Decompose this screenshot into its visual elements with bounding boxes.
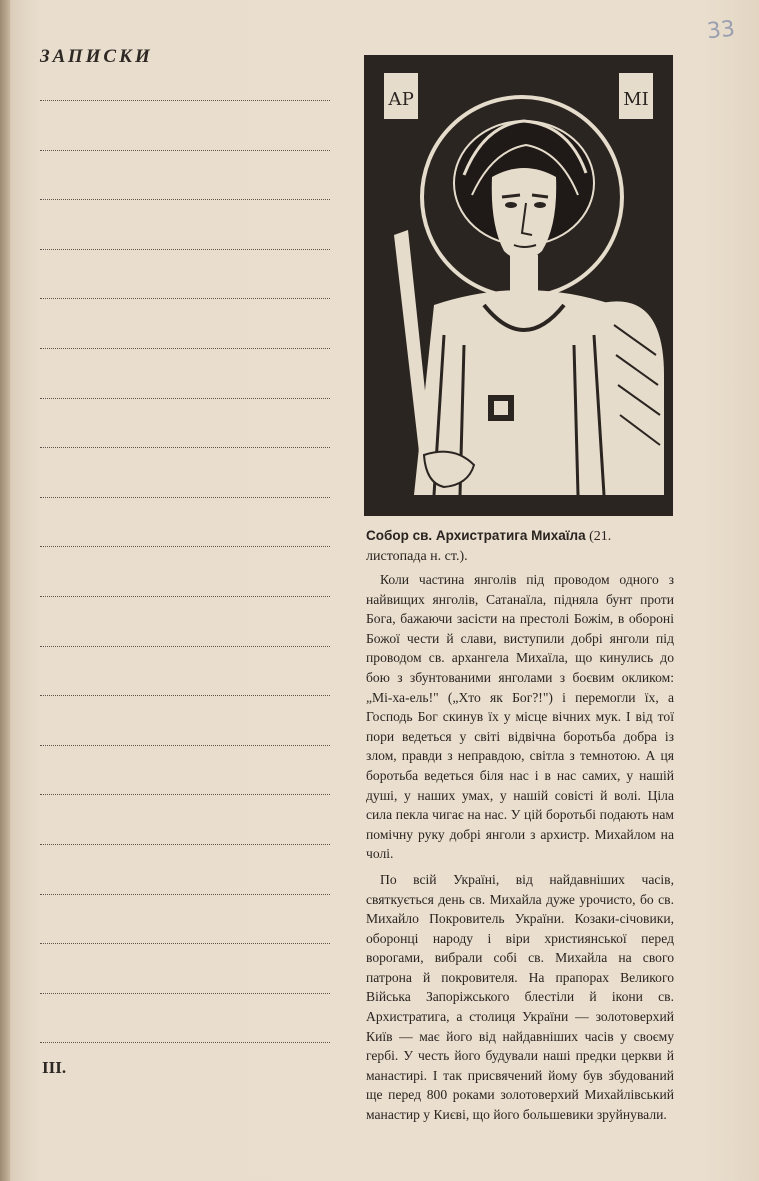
woodcut-illustration — [364, 55, 673, 516]
note-line — [40, 943, 330, 944]
note-line — [40, 546, 330, 547]
note-line — [40, 249, 330, 250]
note-line — [40, 695, 330, 696]
handwritten-page-number: 33 — [705, 16, 737, 45]
illustration-caption — [366, 526, 674, 567]
note-line — [40, 150, 330, 151]
note-lines — [40, 100, 330, 1060]
paragraph: Коли частина янголів під проводом одного з найвищих янголів, Сатанаїла, підняла бунт проти Бога, бажаючи засісти на престолі Божім, в обороні Божої чести й слави, виступили добрі янголи під проводом св. архангела Михаїла, що кинулись до бою з збунтованими янголами з боєвим окликом: „Мі-ха-ель!" („Хто як Бог?!") і перемогли їх, а Господь Бог скинув їх у місце вічних мук. І від тої пори ведеться у світі відвічна боротьба добра із злом, правди з неправдою, світла з темнотою. А ця боротьба ведеться біля нас і в нас самих, у нашій душі, у наших умах, у нашій совісті й волі. Ціла сила пекла чигає на нас. У цій боротьбі подають нам помічну руку добрі янголи з архистр. Михайлом на чолі. — [366, 572, 674, 862]
caption-title: Собор св. Архистратига Михаїла — [366, 528, 586, 543]
note-line — [40, 745, 330, 746]
note-line — [40, 844, 330, 845]
note-line — [40, 596, 330, 597]
note-line — [40, 993, 330, 994]
note-line — [40, 348, 330, 349]
section-mark: III. — [42, 1058, 67, 1077]
paragraph: По всій Україні, від найдавніших часів, святкується день св. Михайла дуже урочисто, бо св. Михайло Покровитель України. Козаки-січовики, оборонці народу і віри християнської перед ворогами, вибрали собі св. Михайла на свого патрона й покровителя. На прапорах Великого Війська Запоріжського блестіли й ікони св. Архистратига, а столиця України — золотоверхий Київ — має його від найдавніших часів у своєму гербі. У честь його будували наші предки церкви й манастирі. І так присвячений йому був збудований ще перед 800 роками золотоверхий Михайлівський манастир у Києві, що його большевики зруйнували. — [366, 871, 674, 1123]
note-line — [40, 497, 330, 498]
note-line — [40, 646, 330, 647]
note-line — [40, 1042, 330, 1043]
note-line — [40, 794, 330, 795]
icon-letters-left: АР — [388, 89, 414, 110]
icon-letters-right: МІ — [623, 89, 649, 110]
book-spine — [0, 0, 10, 1181]
note-line — [40, 447, 330, 448]
note-line — [40, 894, 330, 895]
archangel-michael-icon-image — [364, 55, 673, 516]
caption-date: (21. листопада н. ст.). — [366, 529, 612, 564]
notes-title: ЗАПИСКИ — [40, 46, 153, 67]
note-line — [40, 298, 330, 299]
note-line — [40, 199, 330, 200]
article-body — [366, 570, 674, 1131]
note-line — [40, 398, 330, 399]
note-line — [40, 100, 330, 101]
